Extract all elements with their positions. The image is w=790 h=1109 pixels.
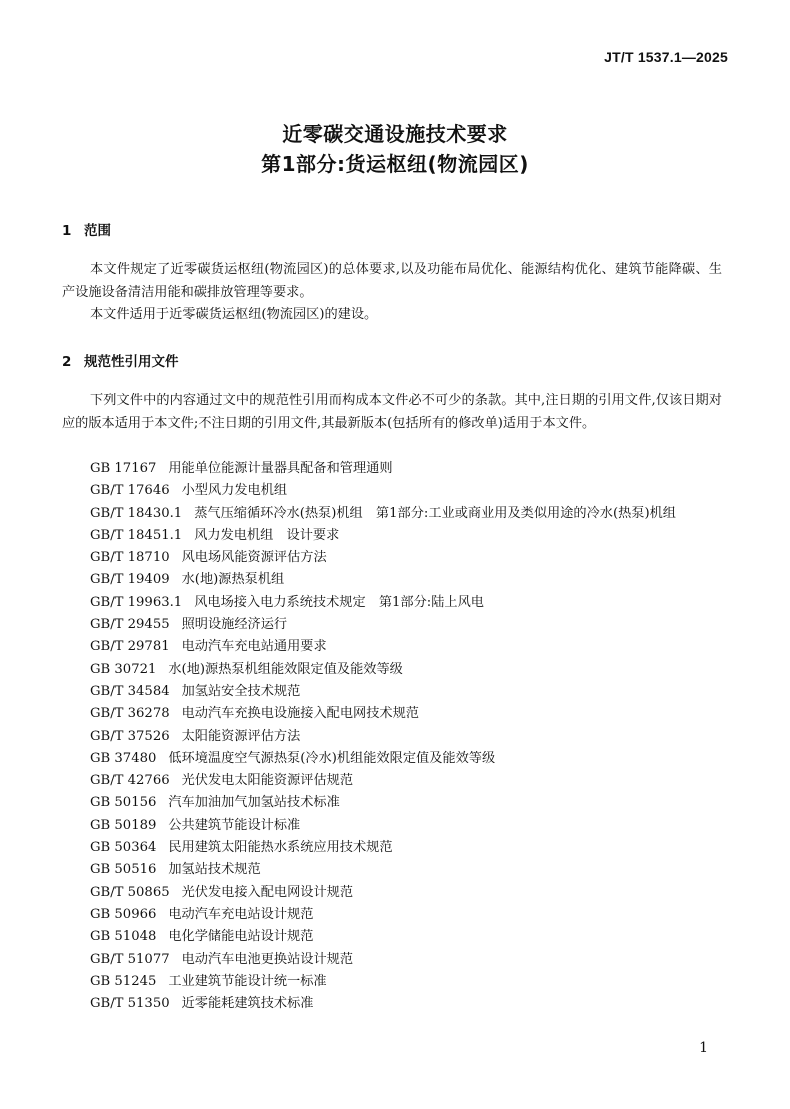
reference-code: GB/T 18430.1: [90, 505, 183, 521]
reference-code: GB 50516: [90, 862, 157, 878]
reference-code: GB/T 19963.1: [90, 594, 183, 610]
reference-item: [62, 614, 722, 636]
reference-title: 用能单位能源计量器具配备和管理通则: [168, 461, 393, 476]
document-code: JT/T 1537.1—2025: [604, 49, 728, 65]
reference-title: 光伏发电太阳能资源评估规范: [181, 773, 354, 789]
reference-code: GB/T 37526: [90, 728, 170, 744]
reference-title: 风力发电机组 设计要求: [194, 527, 340, 543]
reference-code: GB 37480: [90, 750, 157, 766]
reference-code: GB 51245: [90, 973, 157, 989]
scope-paragraph: 本文件适用于近零碳货运枢纽(物流园区)的建设。: [90, 307, 378, 322]
reference-title: 电动汽车充电站通用要求: [181, 639, 327, 655]
reference-code: GB/T 29455: [90, 617, 170, 633]
section-heading-scope: [62, 219, 111, 239]
reference-title: 光伏发电接入配电网设计规范: [181, 884, 354, 900]
section-title: 规范性引用文件: [84, 354, 179, 370]
document-title: 近零碳交通设施技术要求: [282, 122, 508, 146]
reference-item: [62, 770, 722, 792]
reference-title: 公共建筑节能设计标准: [168, 817, 301, 833]
reference-item: [62, 592, 722, 614]
reference-code: GB/T 42766: [90, 773, 170, 789]
reference-item: [62, 547, 722, 569]
reference-title: 风电场接入电力系统技术规定 第1部分:陆上风电: [194, 594, 484, 610]
reference-item: [62, 480, 722, 502]
reference-title: 汽车加油加气加氢站技术标准: [168, 795, 340, 811]
reference-code: GB/T 29781: [90, 639, 170, 655]
reference-item: [62, 458, 722, 480]
reference-code: GB 50966: [90, 906, 157, 922]
reference-code: GB/T 18451.1: [90, 527, 183, 543]
reference-title: 蒸气压缩循环冷水(热泵)机组 第1部分:工业或商业用及类似用途的冷水(热泵)机组: [194, 505, 676, 521]
reference-item: [62, 971, 722, 993]
reference-title: 小型风力发电机组: [181, 483, 288, 499]
reference-title: 电动汽车电池更换站设计规范: [181, 951, 354, 967]
section-number: 1: [62, 223, 72, 239]
section-title: 范围: [84, 223, 111, 239]
reference-code: GB/T 51077: [90, 951, 170, 967]
reference-item: [62, 949, 722, 971]
reference-item: [62, 815, 722, 837]
reference-title: 近零能耗建筑技术标准: [181, 996, 314, 1012]
reference-title: 水(地)源热泵机组: [181, 572, 285, 588]
scope-paragraph: 本文件规定了近零碳货运枢纽(物流园区)的总体要求,以及功能布局优化、能源结构优化、建筑节能降碳、生产设施设备清洁用能和碳排放管理等要求。: [62, 262, 722, 300]
reference-code: GB 50189: [90, 817, 157, 833]
reference-item: [62, 837, 722, 859]
reference-code: GB 17167: [90, 461, 157, 476]
reference-code: GB/T 17646: [90, 483, 170, 499]
reference-title: 加氢站技术规范: [168, 862, 261, 878]
reference-item: [62, 792, 722, 814]
reference-title: 民用建筑太阳能热水系统应用技术规范: [168, 840, 393, 856]
reference-title: 电化学储能电站设计规范: [168, 929, 314, 945]
reference-title: 低环境温度空气源热泵(冷水)机组能效限定值及能效等级: [168, 750, 496, 766]
reference-code: GB 51048: [90, 929, 157, 945]
reference-item: [62, 726, 722, 748]
reference-code: GB/T 36278: [90, 706, 170, 722]
reference-title: 电动汽车充换电设施接入配电网技术规范: [181, 706, 419, 722]
reference-item: [62, 904, 722, 926]
reference-item: [62, 681, 722, 703]
page-number: 1: [699, 1040, 708, 1056]
reference-list: [62, 458, 722, 1015]
reference-code: GB 50364: [90, 840, 157, 856]
reference-item: [62, 882, 722, 904]
section-number: 2: [62, 354, 72, 370]
reference-code: GB/T 19409: [90, 572, 170, 588]
reference-title: 风电场风能资源评估方法: [181, 550, 327, 566]
reference-item: [62, 569, 722, 591]
reference-item: [62, 859, 722, 881]
reference-title: 加氢站安全技术规范: [181, 683, 301, 699]
reference-code: GB/T 18710: [90, 550, 170, 566]
reference-item: [62, 748, 722, 770]
reference-code: GB/T 51350: [90, 996, 170, 1012]
reference-code: GB 30721: [90, 661, 157, 677]
section-heading-normative-references: [62, 350, 179, 370]
reference-item: [62, 703, 722, 725]
reference-code: GB/T 34584: [90, 683, 170, 699]
reference-title: 太阳能资源评估方法: [181, 728, 301, 744]
reference-item: [62, 503, 722, 525]
reference-item: [62, 636, 722, 658]
references-intro-paragraph: 下列文件中的内容通过文中的规范性引用而构成本文件必不可少的条款。其中,注日期的引用文件,仅该日期对应的版本适用于本文件;不注日期的引用文件,其最新版本(包括所有的修改单)适用于本文件。: [62, 393, 722, 431]
reference-code: GB 50156: [90, 795, 157, 811]
reference-item: [62, 926, 722, 948]
reference-item: [62, 993, 722, 1015]
document-subtitle: 第1部分:货运枢纽(物流园区): [261, 152, 529, 176]
reference-title: 电动汽车充电站设计规范: [168, 906, 314, 922]
reference-item: [62, 659, 722, 681]
reference-title: 工业建筑节能设计统一标准: [168, 973, 327, 989]
reference-item: [62, 525, 722, 547]
reference-title: 照明设施经济运行: [181, 617, 288, 633]
reference-title: 水(地)源热泵机组能效限定值及能效等级: [168, 661, 403, 677]
reference-code: GB/T 50865: [90, 884, 170, 900]
